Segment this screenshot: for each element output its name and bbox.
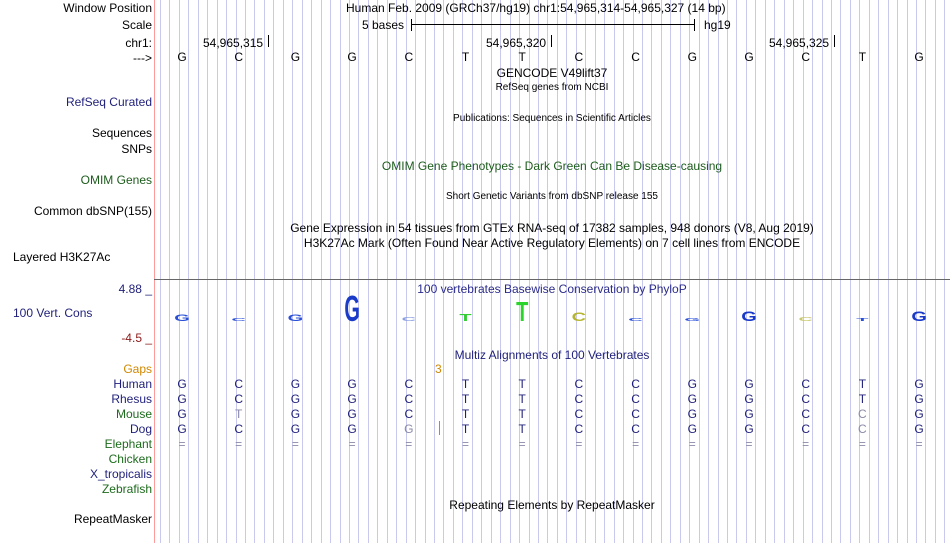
sequence-base: G (744, 50, 754, 64)
sequence-base: C (574, 50, 584, 64)
alignment-base: = (405, 437, 413, 451)
alignment-base: C (404, 377, 414, 391)
alignment-base: G (687, 392, 697, 406)
gtex-title[interactable]: Gene Expression in 54 tissues from GTEx RNA-seq of 17382 samples, 948 donors (V8, Aug 2019) (290, 221, 814, 235)
alignment-base: G (347, 392, 357, 406)
alignment-base: = (235, 437, 243, 451)
strand-label[interactable]: ---> (133, 51, 152, 65)
alignment-base: G (914, 392, 924, 406)
alignment-base: = (178, 437, 186, 451)
alignment-base: = (915, 437, 923, 451)
alignment-base: G (177, 377, 187, 391)
species-label[interactable]: Human (113, 377, 152, 391)
scale-left-text: 5 bases (362, 18, 405, 32)
species-label[interactable]: Mouse (115, 407, 152, 421)
alignment-base: C (404, 407, 414, 421)
alignment-base: G (744, 392, 754, 406)
alignment-base: C (234, 422, 244, 436)
species-label[interactable]: Chicken (108, 452, 152, 466)
alignment-base: G (914, 407, 924, 421)
chrom-label: chr1: (125, 36, 152, 50)
window-position-label: Window Position (63, 1, 152, 15)
conservation-letter: T (459, 312, 472, 324)
h3k27ac-title[interactable]: H3K27Ac Mark (Often Found Near Active Regulatory Elements) on 7 cell lines from ENCODE (303, 236, 801, 250)
alignment-base: G (914, 377, 924, 391)
gencode-title[interactable]: GENCODE V49lift37 (496, 66, 608, 80)
dbsnp-label[interactable]: Common dbSNP(155) (33, 204, 152, 218)
alignment-base: C (801, 407, 811, 421)
sequence-base: C (404, 50, 414, 64)
alignment-base: = (858, 437, 866, 451)
sequences-label[interactable]: Sequences (91, 126, 152, 140)
alignment-base: T (518, 422, 526, 436)
scale-label: Scale (121, 18, 152, 32)
alignment-base: G (290, 407, 301, 421)
conservation-letter: G (741, 308, 757, 325)
alignment-base: C (631, 392, 640, 406)
insertion-marker (439, 421, 440, 435)
alignment-base: C (801, 392, 811, 406)
alignment-base: C (858, 422, 867, 436)
publications-title[interactable]: Publications: Sequences in Scientific Articles (453, 113, 651, 124)
sequence-base: G (177, 50, 187, 64)
alignment-base: G (744, 407, 754, 421)
alignment-base: G (687, 422, 697, 436)
conservation-letter: G (287, 313, 304, 324)
sequence-base: G (290, 50, 301, 64)
conservation-letter: G (911, 308, 927, 325)
species-label[interactable]: Zebrafish (101, 482, 152, 496)
alignment-base: G (177, 422, 187, 436)
repeat-title[interactable]: Repeating Elements by RepeatMasker (449, 498, 655, 512)
alignment-base: = (688, 437, 696, 451)
alignment-base: T (858, 377, 867, 391)
alignment-base: G (914, 422, 924, 436)
omim-label[interactable]: OMIM Genes (80, 173, 152, 187)
cons-max-label: 4.88 _ (118, 282, 152, 296)
alignment-base: = (348, 437, 356, 451)
alignment-base: C (234, 377, 244, 391)
alignment-base: G (290, 392, 301, 406)
cons-min-label: -4.5 _ (121, 331, 152, 345)
alignment-base: G (404, 422, 414, 436)
alignment-base: C (631, 407, 640, 421)
conservation-letter: C (798, 316, 813, 323)
alignment-base: T (518, 377, 526, 391)
refseq-label[interactable]: RefSeq Curated (65, 95, 152, 109)
alignment-base: = (461, 437, 469, 451)
alignment-base: C (574, 422, 584, 436)
window-position-value[interactable]: Human Feb. 2009 (GRCh37/hg19) chr1:54,965,314-54,965,327 (14 bp) (346, 1, 726, 15)
alignment-base: T (461, 377, 470, 391)
alignment-base: T (461, 407, 470, 421)
ruler-position-2: 54,965,320 (486, 36, 547, 50)
alignment-base: C (631, 422, 640, 436)
conservation-letter: C (231, 317, 246, 323)
alignment-base: C (631, 377, 640, 391)
alignment-base: = (745, 437, 753, 451)
multiz-title[interactable]: Multiz Alignments of 100 Vertebrates (454, 348, 650, 362)
species-label[interactable]: Rhesus (111, 392, 152, 406)
alignment-base: C (574, 377, 584, 391)
sequence-base: C (631, 50, 640, 64)
sequence-base: T (858, 50, 867, 64)
species-label[interactable]: X_tropicalis (89, 467, 152, 481)
sequence-base: T (518, 50, 526, 64)
alignment-base: G (177, 407, 187, 421)
conservation-letter: T (516, 296, 529, 328)
alignment-base: G (347, 422, 357, 436)
alignment-base: T (461, 392, 470, 406)
alignment-base: C (574, 392, 584, 406)
gaps-count: 3 (435, 362, 442, 376)
alignment-base: G (347, 407, 357, 421)
alignment-base: C (404, 392, 414, 406)
alignment-base: G (744, 377, 754, 391)
conservation-letter: G (684, 317, 701, 323)
omim-pheno-title[interactable]: OMIM Gene Phenotypes - Dark Green Can Be Disease-causing (381, 159, 723, 173)
cons-title[interactable]: 100 vertebrates Basewise Conservation by PhyloP (417, 282, 687, 296)
alignment-base: C (801, 422, 811, 436)
snps-label[interactable]: SNPs (121, 142, 152, 156)
sequence-base: G (914, 50, 924, 64)
alignment-base: G (290, 422, 301, 436)
conservation-letter: G (174, 313, 190, 324)
repeat-label[interactable]: RepeatMasker (73, 512, 152, 526)
alignment-base: C (234, 392, 244, 406)
refseq-title[interactable]: RefSeq genes from NCBI (495, 82, 609, 93)
alignment-base: G (744, 422, 754, 436)
dbsnp-title[interactable]: Short Genetic Variants from dbSNP release 155 (446, 191, 658, 202)
species-label[interactable]: Elephant (104, 437, 152, 451)
alignment-base: G (687, 407, 697, 421)
conservation-letter: C (628, 317, 643, 323)
alignment-base: = (632, 437, 640, 451)
alignment-base: T (858, 392, 867, 406)
sequence-base: T (461, 50, 470, 64)
ruler-position-3: 54,965,325 (769, 36, 830, 50)
alignment-base: T (518, 392, 526, 406)
alignment-base: C (801, 377, 811, 391)
sequence-base: G (347, 50, 357, 64)
conservation-letter: G (344, 290, 360, 330)
alignment-base: T (235, 407, 243, 421)
sequence-base: C (234, 50, 244, 64)
alignment-base: G (687, 377, 697, 391)
gaps-label: Gaps (123, 362, 152, 376)
alignment-base: C (574, 407, 584, 421)
conservation-letter: C (401, 316, 417, 323)
h3k27ac-label[interactable]: Layered H3K27Ac (13, 250, 111, 264)
ruler-position-1: 54,965,315 (203, 36, 264, 50)
conservation-letter: C (571, 309, 587, 324)
alignment-base: G (177, 392, 187, 406)
alignment-base: G (290, 377, 301, 391)
alignment-base: = (518, 437, 526, 451)
species-label[interactable]: Dog (129, 422, 152, 436)
alignment-base: C (858, 407, 867, 421)
alignment-base: = (291, 437, 299, 451)
sequence-base: C (801, 50, 811, 64)
scale-right-text: hg19 (704, 18, 731, 32)
conservation-letter: T (856, 317, 869, 323)
cons-label[interactable]: 100 Vert. Cons (13, 306, 93, 320)
alignment-base: T (518, 407, 526, 421)
alignment-base: = (575, 437, 583, 451)
sequence-base: G (687, 50, 697, 64)
alignment-base: T (461, 422, 470, 436)
alignment-base: G (347, 377, 357, 391)
alignment-base: = (802, 437, 810, 451)
